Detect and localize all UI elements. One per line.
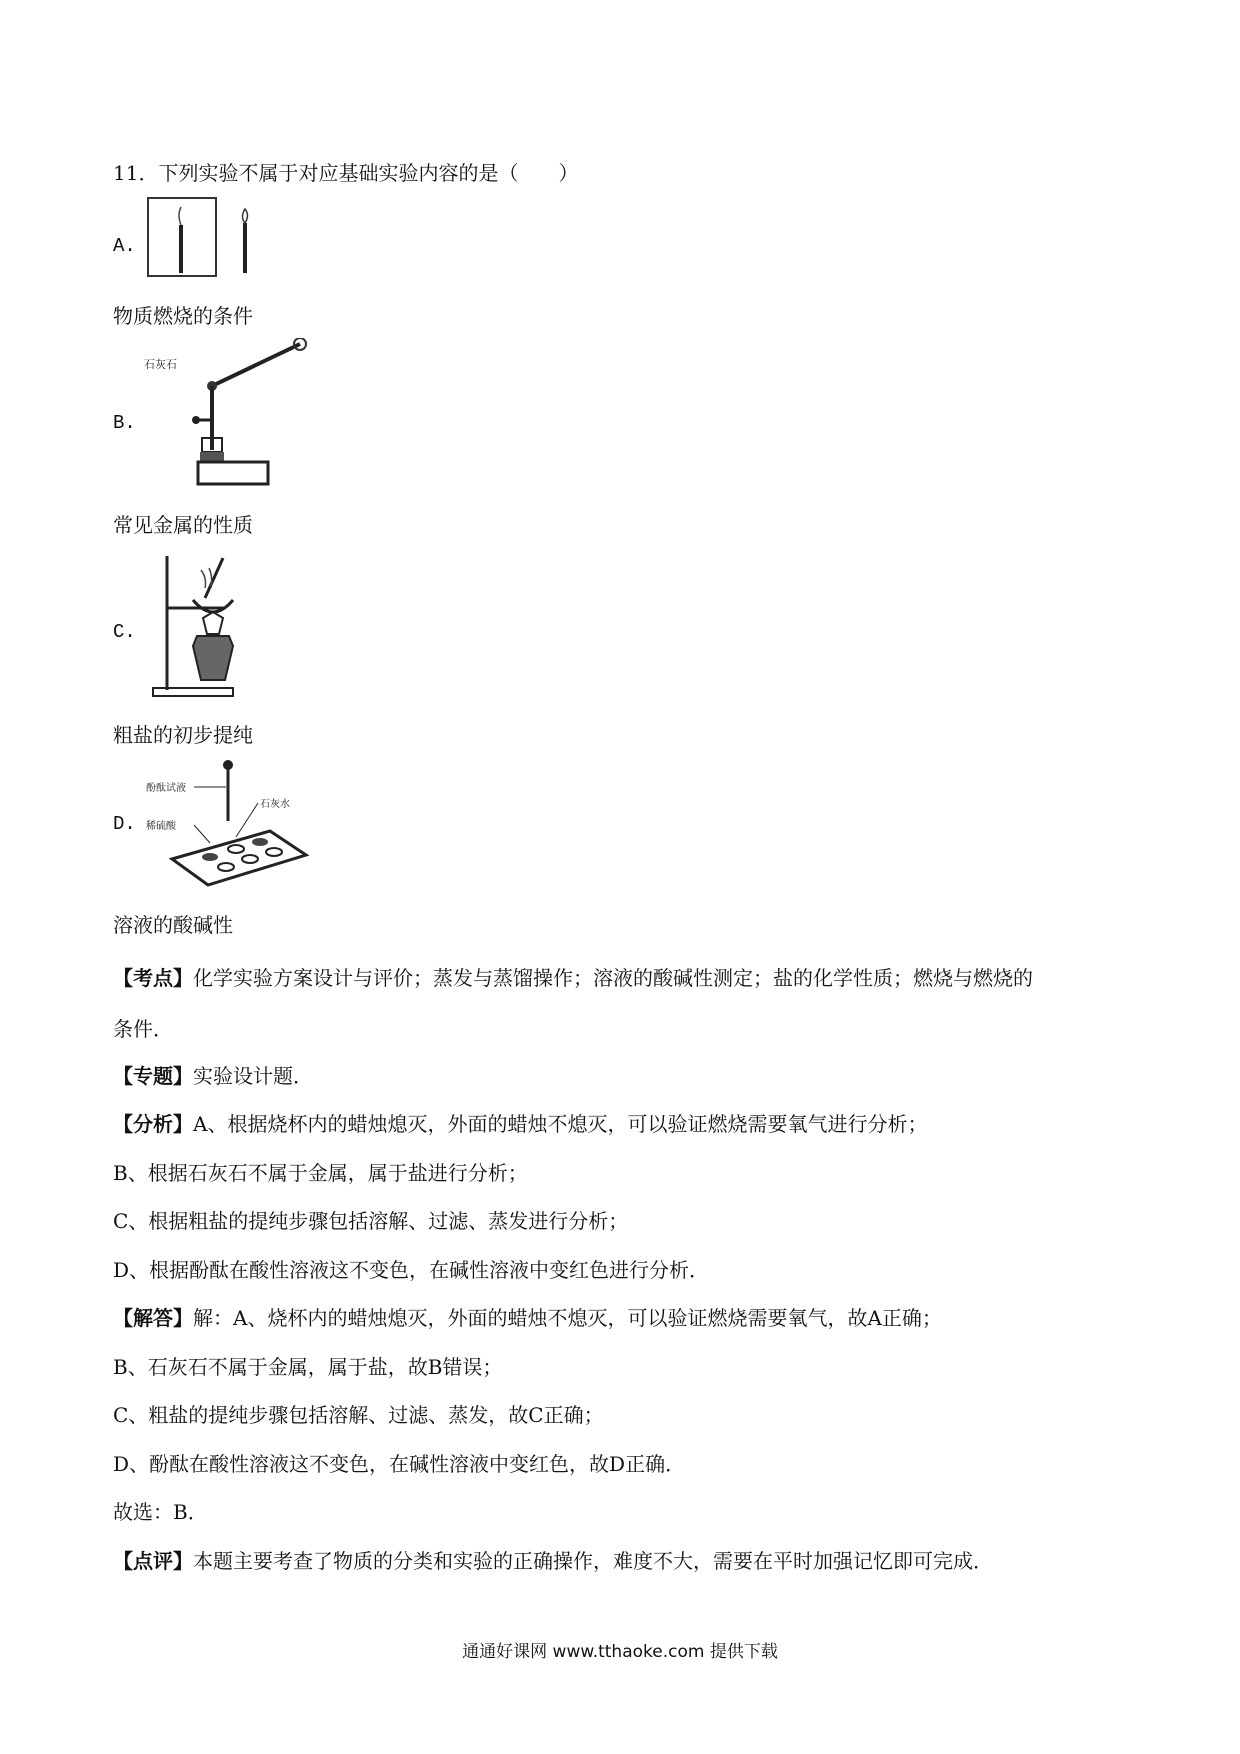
fenxi-line-c: C、根据粗盐的提纯步骤包括溶解、过滤、蒸发进行分析；	[113, 1209, 629, 1233]
kaodian-text-cont: 条件．	[113, 1017, 173, 1041]
fenxi-line	[113, 1108, 927, 1137]
answer-line: 故选：B．	[113, 1500, 208, 1524]
option-d-label-phenolphthalein: 酚酞试液	[146, 783, 186, 794]
question-stem: 11．下列实验不属于对应基础实验内容的是（ ）	[113, 161, 579, 185]
fenxi-line-a: A、根据烧杯内的蜡烛熄灭，外面的蜡烛不熄灭，可以验证燃烧需要氧气进行分析；	[193, 1112, 928, 1136]
option-d-letter: D.	[113, 813, 136, 835]
option-d-label-limewater: 石灰水	[260, 799, 290, 810]
kaodian-tag: 【考点】	[113, 966, 193, 990]
kaodian-text: 化学实验方案设计与评价；蒸发与蒸馏操作；溶液的酸碱性测定；盐的化学性质；燃烧与燃烧的	[193, 966, 1033, 990]
option-c-figure	[145, 548, 245, 703]
option-a-figure	[145, 195, 280, 280]
dianping-tag: 【点评】	[113, 1549, 193, 1573]
page-footer: 通通好课网 www.tthaoke.com 提供下载	[462, 1642, 778, 1662]
kaodian-line	[113, 962, 1033, 991]
option-b-figure	[140, 338, 310, 488]
option-a-caption: 物质燃烧的条件	[113, 304, 253, 328]
option-d-label-acid: 稀硫酸	[146, 821, 176, 832]
zhuanti-tag: 【专题】	[113, 1064, 193, 1088]
fenxi-line-b: B、根据石灰石不属于金属，属于盐进行分析；	[113, 1161, 528, 1185]
jieda-line	[113, 1302, 942, 1331]
dianping-text: 本题主要考查了物质的分类和实验的正确操作，难度不大，需要在平时加强记忆即可完成．	[193, 1549, 993, 1573]
jieda-line-d: D、酚酞在酸性溶液这不变色，在碱性溶液中变红色，故D正确．	[113, 1452, 686, 1476]
fenxi-line-d: D、根据酚酞在酸性溶液这不变色，在碱性溶液中变红色进行分析．	[113, 1258, 710, 1282]
option-c-caption: 粗盐的初步提纯	[113, 723, 253, 747]
option-d-caption: 溶液的酸碱性	[113, 913, 233, 937]
option-a-letter: A.	[113, 235, 136, 257]
fenxi-tag: 【分析】	[113, 1112, 193, 1136]
option-b-caption: 常见金属的性质	[113, 513, 253, 537]
jieda-line-c: C、粗盐的提纯步骤包括溶解、过滤、蒸发，故C正确；	[113, 1403, 604, 1427]
dianping-line	[113, 1545, 993, 1574]
option-c-letter: C.	[113, 621, 136, 643]
jieda-tag: 【解答】	[113, 1306, 193, 1330]
jieda-line-b: B、石灰石不属于金属，属于盐，故B错误；	[113, 1355, 503, 1379]
jieda-line-a: 解：A、烧杯内的蜡烛熄灭，外面的蜡烛不熄灭，可以验证燃烧需要氧气，故A正确；	[193, 1306, 942, 1330]
option-b-letter: B.	[113, 412, 136, 434]
zhuanti-line	[113, 1060, 313, 1089]
zhuanti-text: 实验设计题．	[193, 1064, 313, 1088]
option-b-figure-label: 石灰石	[144, 358, 177, 371]
option-d-figure	[140, 757, 315, 892]
